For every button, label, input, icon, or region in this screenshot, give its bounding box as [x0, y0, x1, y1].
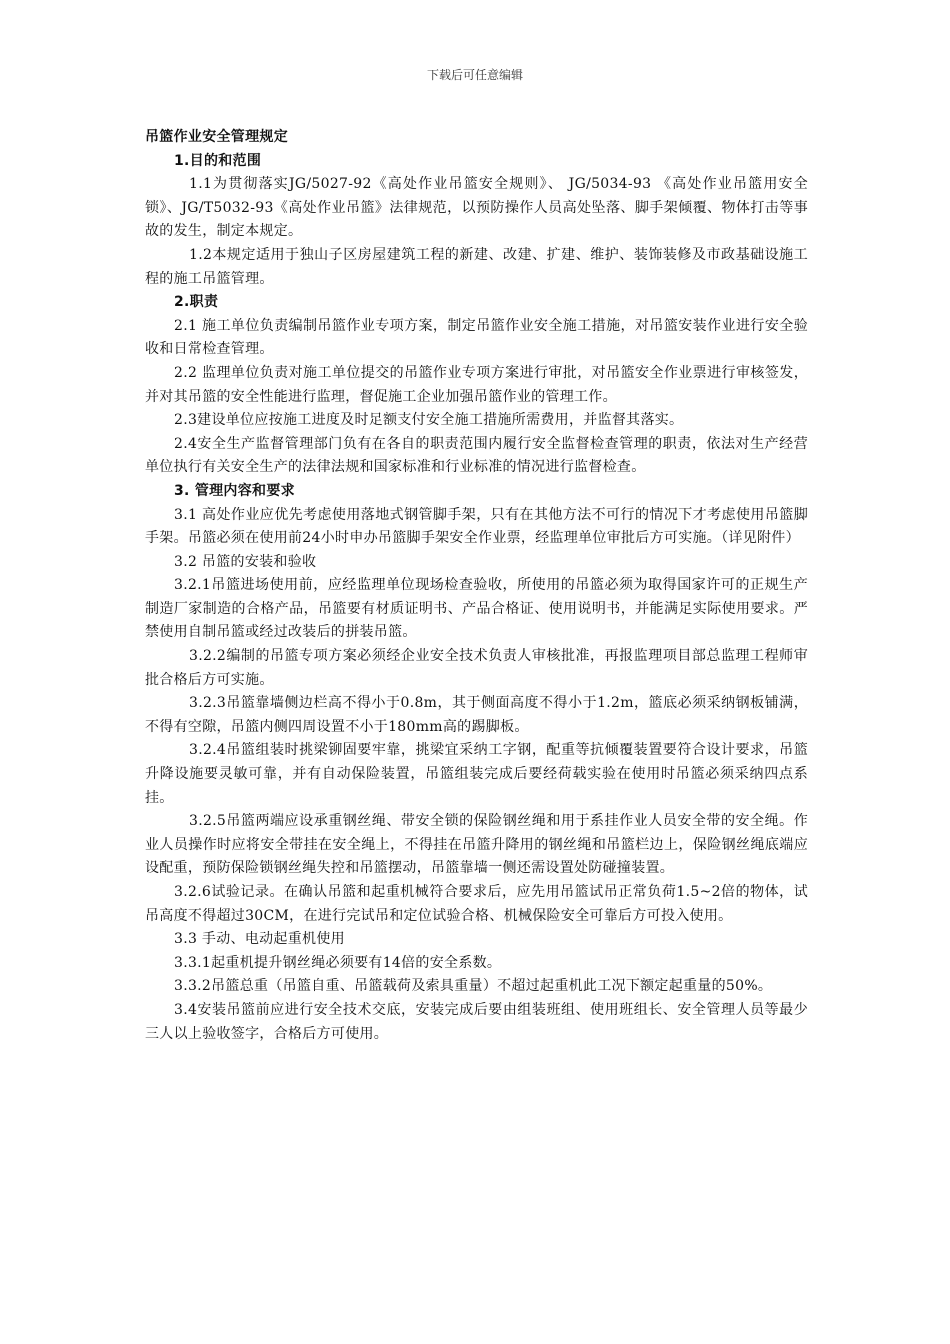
paragraph-1-2: 1.2本规定适用于独山子区房屋建筑工程的新建、改建、扩建、维护、装饰装修及市政基础设施工程的施工吊篮管理。 [145, 246, 808, 287]
paragraph-3-3-2: 3.3.2吊篮总重（吊篮自重、吊篮载荷及索具重量）不超过起重机此工况下额定起重量的50%。 [174, 978, 773, 995]
paragraph-2-3: 2.3建设单位应按施工进度及时足额支付安全施工措施所需费用，并监督其落实。 [174, 412, 684, 429]
page-header: 下载后可任意编辑 [426, 68, 523, 82]
document-title: 吊篮作业安全管理规定 [145, 129, 288, 145]
paragraph-3-2-3: 3.2.3吊篮靠墙侧边栏高不得小于0.8m，其于侧面高度不得小于1.2m，篮底必须采纳钢板铺满，不得有空隙，吊篮内侧四周设置不小于180mm高的踢脚板。 [145, 695, 808, 735]
paragraph-2-2: 2.2 监理单位负责对施工单位提交的吊篮作业专项方案进行审批，对吊篮安全作业票进行审核签发，并对其吊篮的安全性能进行监理，督促施工企业加强吊篮作业的管理工作。 [145, 364, 808, 405]
paragraph-3-4: 3.4安装吊篮前应进行安全技术交底，安装完成后要由组装班组、使用班组长、安全管理人员等最少三人以上验收签字，合格后方可使用。 [145, 1001, 808, 1042]
paragraph-3-2-1: 3.2.1吊篮进场使用前，应经监理单位现场检查验收，所使用的吊篮必须为取得国家许可的正规生产制造厂家制造的合格产品，吊篮要有材质证明书、产品合格证、使用说明书，并能满足实际使用要求。严禁使用自制吊篮或经过改装后的拼装吊篮。 [145, 577, 808, 641]
paragraph-3-3-1: 3.3.1起重机提升钢丝绳必须要有14倍的安全系数。 [174, 954, 502, 971]
paragraph-3-2-4: 3.2.4吊篮组装时挑梁铆固要牢靠，挑梁宜采纳工字钢，配重等抗倾覆装置要符合设计要求，吊篮升降设施要灵敏可靠，并有自动保险装置，吊篮组装完成后要经荷载实验在使用时吊篮必须采纳四点系挂。 [145, 742, 808, 806]
paragraph-2-1: 2.1 施工单位负责编制吊篮作业专项方案，制定吊篮作业安全施工措施，对吊篮安装作业进行安全验收和日常检查管理。 [145, 317, 808, 358]
paragraph-3-2-5: 3.2.5吊篮两端应设承重钢丝绳、带安全锁的保险钢丝绳和用于系挂作业人员安全带的安全绳。作业人员操作时应将安全带挂在安全绳上，不得挂在吊篮升降用的钢丝绳和吊篮栏边上，保险钢丝绳底端应设配重，预防保险锁钢丝绳失控和吊篮摆动，吊篮靠墙一侧还需设置处防碰撞装置。 [145, 813, 808, 877]
document-body [145, 126, 808, 1046]
paragraph-1-1: 1.1为贯彻落实JG/5027-92《高处作业吊篮安全规则》、 JG/5034-93 《高处作业吊篮用安全锁》、JG/T5032-93《高处作业吊篮》法律规范，以预防操作人员高处坠落、脚手架倾覆、物体打击等事故的发生，制定本规定。 [145, 176, 808, 240]
paragraph-3-3: 3.3 手动、电动起重机使用 [174, 931, 345, 948]
paragraph-3-2: 3.2 吊篮的安装和验收 [174, 553, 317, 570]
section-heading-2: 2.职责 [174, 294, 219, 311]
paragraph-3-2-2: 3.2.2编制的吊篮专项方案必须经企业安全技术负责人审核批准，再报监理项目部总监理工程师审批合格后方可实施。 [145, 648, 808, 688]
paragraph-3-1: 3.1 高处作业应优先考虑使用落地式钢管脚手架，只有在其他方法不可行的情况下才考虑使用吊篮脚手架。吊篮必须在使用前24小时申办吊篮脚手架安全作业票，经监理单位审批后方可实施。（详见附件） [145, 506, 808, 547]
paragraph-3-2-6: 3.2.6试验记录。在确认吊篮和起重机械符合要求后，应先用吊篮试吊正常负荷1.5~2倍的物体，试吊高度不得超过30CM，在进行完试吊和定位试验合格、机械保险安全可靠后方可投入使用。 [145, 884, 808, 924]
section-heading-3: 3. 管理内容和要求 [174, 482, 295, 499]
section-heading-1: 1.目的和范围 [174, 152, 262, 169]
paragraph-2-4: 2.4安全生产监督管理部门负有在各自的职责范围内履行安全监督检查管理的职责，依法对生产经营单位执行有关安全生产的法律法规和国家标准和行业标准的情况进行监督检查。 [145, 435, 808, 476]
